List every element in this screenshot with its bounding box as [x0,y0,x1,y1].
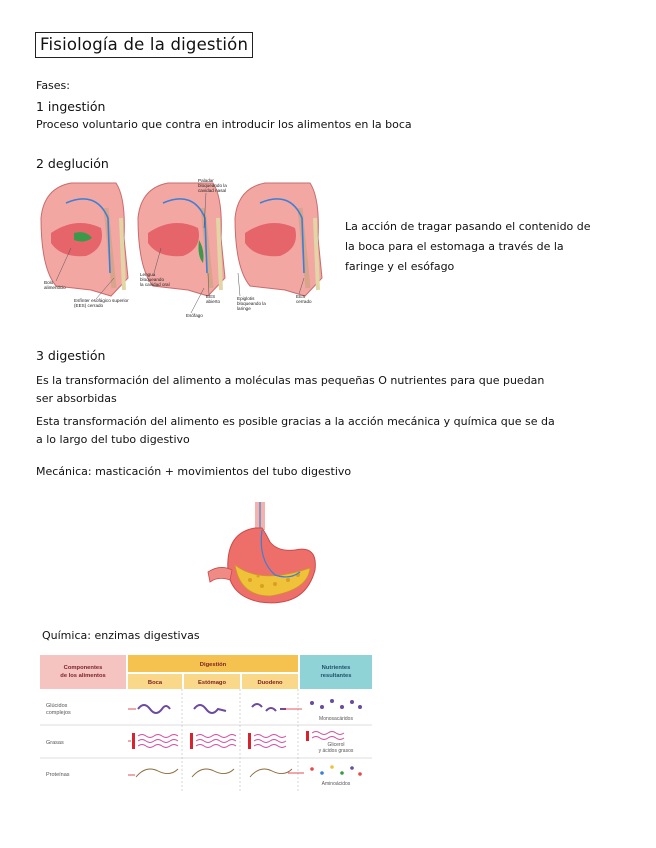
phase1-text: Proceso voluntario que contra en introducir los alimentos en la boca [36,118,412,131]
header-nutrients-line: Nutrientes [321,665,351,671]
stomach-illustration [200,500,322,610]
header-nutrients-cell [300,655,372,689]
head-cross-section-3 [235,183,322,296]
svg-text:Proteínas [46,772,70,778]
phase3-para2-line: a lo largo del tubo digestivo [36,433,190,446]
svg-text:Boca [148,680,163,686]
phase3-para1-line: ser absorbidas [36,392,117,405]
head-cross-section-1 [41,183,128,296]
label-esofago: Esófago [186,313,203,318]
label-ees-abierto-2: abierto [206,299,221,304]
page-title: Fisiología de la digestión [35,32,253,58]
row-grasas-result-line: Glicerol [327,742,345,748]
phase2-description [345,217,635,277]
svg-text:resultantes [321,673,352,679]
label-ees-abierto-1: EES [206,294,216,299]
monosaccharide-dots-icon [310,699,362,709]
svg-text:Nutrientes [322,665,351,671]
row-glucidos-label-line: complejos [46,710,71,716]
svg-text:de los alimentos [60,673,105,679]
label-paladar-1: Paladar [198,178,214,183]
label-ees-cerrado-1: EES [296,294,306,299]
svg-text:Grasas [46,740,64,746]
phase2-desc-line: la boca para el estomaga a través de la [345,240,564,253]
svg-text:cerrado [296,299,312,304]
swallowing-figure [36,178,336,326]
svg-text:Estómago [198,680,226,686]
label-bolo-1: Bolo [44,280,54,285]
svg-text:Esófago [186,313,203,318]
phase3-para1-line: Es la transformación del alimento a moléculas mas pequeñas O nutrientes para que puedan [36,374,545,387]
header-components-line: Componentes [63,665,103,671]
label-lengua-3: la cavidad oral [140,282,170,287]
svg-text:Duodeno [257,680,283,686]
row-grasas-result-line: y ácidos grasos [318,748,354,754]
svg-text:Aminoácidos [322,781,351,787]
svg-text:abierto [206,299,220,304]
svg-text:Componentes [64,665,103,671]
phase2-heading: 2 deglución [36,156,109,171]
amino-acid-dots-icon [310,765,362,776]
label-lengua-2: bloqueando [140,277,165,282]
sub-header-boca: Boca [147,680,163,686]
phase3-paragraph-2 [36,413,555,449]
label-paladar-2: bloqueando la [198,183,227,188]
row-glucidos-label-line: Glúcidos [46,703,68,709]
glucid-molecule-icon [138,704,286,713]
svg-text:alimenticio [44,285,66,290]
phase2-desc-line: faringe y el esófago [345,260,455,273]
svg-text:y ácidos grasos [319,748,354,754]
phase3-paragraph-1 [36,372,544,408]
label-epiglotis-2: bloqueando la [237,301,266,306]
svg-text:Glúcidos [46,703,68,709]
mecanica-text: Mecánica: masticación + movimientos del tubo digestivo [36,465,352,478]
label-paladar-3: cavidad nasal [198,188,227,193]
phase2-desc-line: La acción de tragar pasando el contenido de [345,220,591,233]
fat-molecule-icon [138,732,344,748]
label-bolo-2: alimenticio [44,285,66,290]
label-lengua-1: Lengua [140,272,156,277]
header-digestion: Digestión [199,662,227,668]
sub-header-estomago: Estómago [197,680,227,686]
sub-header-duodeno: Duodeno [257,680,283,686]
row-grasas-label: Grasas [46,740,64,746]
phase3-heading: 3 digestión [36,348,106,363]
label-esfinter-1: Esfínter esofágico superior [74,298,129,303]
header-components-line: de los alimentos [60,673,106,679]
row-proteinas-result: Aminoácidos [321,781,351,787]
protein-chain-icon [136,769,292,777]
svg-text:Monosacáridos [319,716,353,722]
label-epiglotis-1: Epiglotis [237,296,255,301]
label-ees-cerrado-2: cerrado [296,299,312,304]
quimica-text: Química: enzimas digestivas [42,629,200,642]
row-proteinas-label: Proteínas [46,772,70,778]
svg-text:cavidad nasal [198,188,226,193]
svg-text:Digestión [200,662,227,668]
label-epiglotis-3: laringe [237,306,251,311]
row-glucidos-result: Monosacáridos [319,716,353,722]
svg-text:complejos [46,710,71,716]
svg-text:(EES) cerrado [74,303,104,308]
enzyme-table [40,655,376,791]
header-nutrients-line: resultantes [320,673,352,679]
phases-label: Fases: [36,79,70,92]
svg-text:la cavidad oral [140,282,170,287]
label-esfinter-2: (EES) cerrado [74,303,104,308]
phase1-heading: 1 ingestión [36,99,106,114]
svg-text:laringe [237,306,251,311]
header-components-cell [40,655,126,689]
phase3-para2-line: Esta transformación del alimento es posible gracias a la acción mecánica y química que se da [36,415,555,428]
